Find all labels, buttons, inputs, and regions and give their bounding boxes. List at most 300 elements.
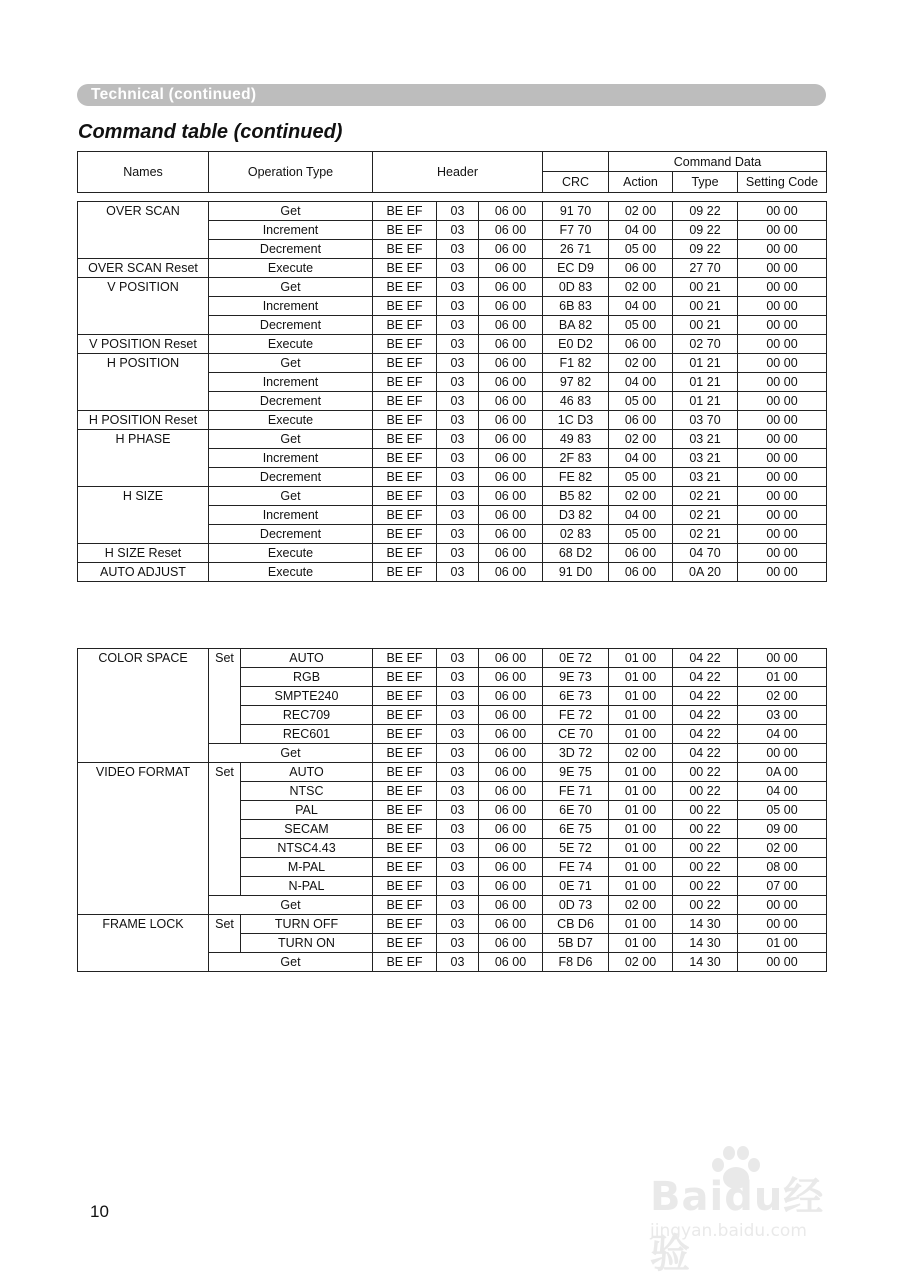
operation-cell: Get bbox=[209, 202, 373, 221]
setting-code-cell: 00 00 bbox=[738, 468, 827, 487]
header-byte-2: 03 bbox=[437, 468, 479, 487]
type-cell: 00 22 bbox=[673, 801, 738, 820]
operation-cell: M-PAL bbox=[241, 858, 373, 877]
type-cell: 04 22 bbox=[673, 706, 738, 725]
command-name-cell: V POSITION bbox=[78, 278, 209, 335]
crc-cell: 5B D7 bbox=[543, 934, 609, 953]
setting-code-cell: 00 00 bbox=[738, 373, 827, 392]
command-table-settings bbox=[77, 648, 827, 972]
header-byte-2: 03 bbox=[437, 392, 479, 411]
header-byte-3: 06 00 bbox=[479, 877, 543, 896]
type-cell: 04 22 bbox=[673, 725, 738, 744]
header-byte-2: 03 bbox=[437, 782, 479, 801]
type-cell: 00 22 bbox=[673, 858, 738, 877]
command-name-cell: V POSITION Reset bbox=[78, 335, 209, 354]
header-byte-3: 06 00 bbox=[479, 259, 543, 278]
action-cell: 06 00 bbox=[609, 544, 673, 563]
action-cell: 02 00 bbox=[609, 744, 673, 763]
header-byte-3: 06 00 bbox=[479, 297, 543, 316]
watermark bbox=[650, 1145, 850, 1277]
setting-code-cell: 00 00 bbox=[738, 411, 827, 430]
header-byte-3: 06 00 bbox=[479, 858, 543, 877]
crc-cell: 1C D3 bbox=[543, 411, 609, 430]
type-cell: 01 21 bbox=[673, 392, 738, 411]
operation-cell: Get bbox=[209, 744, 373, 763]
crc-cell: 2F 83 bbox=[543, 449, 609, 468]
type-cell: 03 21 bbox=[673, 449, 738, 468]
header-byte-3: 06 00 bbox=[479, 953, 543, 972]
header-byte-1: BE EF bbox=[373, 649, 437, 668]
header-byte-1: BE EF bbox=[373, 744, 437, 763]
type-cell: 00 22 bbox=[673, 839, 738, 858]
command-name-cell: OVER SCAN Reset bbox=[78, 259, 209, 278]
setting-code-cell: 02 00 bbox=[738, 687, 827, 706]
command-name-cell: FRAME LOCK bbox=[78, 915, 209, 972]
operation-cell: Get bbox=[209, 278, 373, 297]
action-cell: 01 00 bbox=[609, 782, 673, 801]
crc-cell: 91 70 bbox=[543, 202, 609, 221]
header-byte-2: 03 bbox=[437, 316, 479, 335]
header-byte-2: 03 bbox=[437, 706, 479, 725]
type-cell: 14 30 bbox=[673, 934, 738, 953]
setting-code-cell: 00 00 bbox=[738, 563, 827, 582]
action-cell: 05 00 bbox=[609, 392, 673, 411]
operation-cell: NTSC bbox=[241, 782, 373, 801]
operation-cell: Get bbox=[209, 896, 373, 915]
type-cell: 03 21 bbox=[673, 468, 738, 487]
setting-code-cell: 00 00 bbox=[738, 544, 827, 563]
table-row bbox=[78, 763, 827, 782]
col-setting-code: Setting Code bbox=[738, 172, 827, 193]
header-byte-1: BE EF bbox=[373, 915, 437, 934]
action-cell: 02 00 bbox=[609, 896, 673, 915]
header-byte-3: 06 00 bbox=[479, 316, 543, 335]
header-byte-3: 06 00 bbox=[479, 278, 543, 297]
crc-cell: 26 71 bbox=[543, 240, 609, 259]
command-name-cell: COLOR SPACE bbox=[78, 649, 209, 763]
header-byte-2: 03 bbox=[437, 896, 479, 915]
type-cell: 09 22 bbox=[673, 221, 738, 240]
crc-cell: 3D 72 bbox=[543, 744, 609, 763]
operation-cell: AUTO bbox=[241, 649, 373, 668]
header-byte-2: 03 bbox=[437, 563, 479, 582]
crc-cell: 9E 73 bbox=[543, 668, 609, 687]
header-byte-2: 03 bbox=[437, 801, 479, 820]
header-byte-2: 03 bbox=[437, 430, 479, 449]
crc-cell: CE 70 bbox=[543, 725, 609, 744]
action-cell: 02 00 bbox=[609, 278, 673, 297]
action-cell: 02 00 bbox=[609, 430, 673, 449]
table-row bbox=[78, 278, 827, 297]
command-name-cell: OVER SCAN bbox=[78, 202, 209, 259]
col-type: Type bbox=[673, 172, 738, 193]
action-cell: 01 00 bbox=[609, 858, 673, 877]
crc-cell: 91 D0 bbox=[543, 563, 609, 582]
setting-code-cell: 00 00 bbox=[738, 449, 827, 468]
type-cell: 00 22 bbox=[673, 877, 738, 896]
header-byte-3: 06 00 bbox=[479, 411, 543, 430]
header-byte-1: BE EF bbox=[373, 725, 437, 744]
setting-code-cell: 00 00 bbox=[738, 430, 827, 449]
table-row bbox=[78, 487, 827, 506]
header-byte-3: 06 00 bbox=[479, 202, 543, 221]
header-byte-2: 03 bbox=[437, 506, 479, 525]
header-byte-2: 03 bbox=[437, 544, 479, 563]
header-byte-2: 03 bbox=[437, 687, 479, 706]
header-byte-2: 03 bbox=[437, 335, 479, 354]
page-title: Command table (continued) bbox=[78, 121, 343, 143]
header-byte-1: BE EF bbox=[373, 687, 437, 706]
action-cell: 05 00 bbox=[609, 525, 673, 544]
header-byte-2: 03 bbox=[437, 487, 479, 506]
type-cell: 14 30 bbox=[673, 915, 738, 934]
header-byte-3: 06 00 bbox=[479, 782, 543, 801]
operation-cell: RGB bbox=[241, 668, 373, 687]
operation-cell: Increment bbox=[209, 449, 373, 468]
header-byte-1: BE EF bbox=[373, 544, 437, 563]
header-byte-3: 06 00 bbox=[479, 687, 543, 706]
col-crc-spacer bbox=[543, 152, 609, 172]
header-byte-2: 03 bbox=[437, 953, 479, 972]
crc-cell: BA 82 bbox=[543, 316, 609, 335]
header-byte-3: 06 00 bbox=[479, 544, 543, 563]
action-cell: 04 00 bbox=[609, 506, 673, 525]
table-row bbox=[78, 354, 827, 373]
operation-cell: Get bbox=[209, 953, 373, 972]
setting-code-cell: 07 00 bbox=[738, 877, 827, 896]
header-byte-2: 03 bbox=[437, 858, 479, 877]
header-byte-1: BE EF bbox=[373, 934, 437, 953]
header-byte-1: BE EF bbox=[373, 782, 437, 801]
header-byte-3: 06 00 bbox=[479, 668, 543, 687]
action-cell: 01 00 bbox=[609, 725, 673, 744]
operation-cell: Decrement bbox=[209, 525, 373, 544]
crc-cell: FE 74 bbox=[543, 858, 609, 877]
type-cell: 00 21 bbox=[673, 297, 738, 316]
header-byte-3: 06 00 bbox=[479, 487, 543, 506]
action-cell: 05 00 bbox=[609, 468, 673, 487]
crc-cell: FE 82 bbox=[543, 468, 609, 487]
setting-code-cell: 00 00 bbox=[738, 525, 827, 544]
header-byte-1: BE EF bbox=[373, 820, 437, 839]
header-byte-1: BE EF bbox=[373, 763, 437, 782]
operation-cell: Decrement bbox=[209, 240, 373, 259]
table-row bbox=[78, 915, 827, 934]
header-byte-3: 06 00 bbox=[479, 896, 543, 915]
col-header: Header bbox=[373, 152, 543, 193]
section-banner-label: Technical (continued) bbox=[91, 86, 257, 103]
action-cell: 01 00 bbox=[609, 820, 673, 839]
crc-cell: FE 72 bbox=[543, 706, 609, 725]
table-row bbox=[78, 335, 827, 354]
operation-cell: Increment bbox=[209, 506, 373, 525]
header-byte-1: BE EF bbox=[373, 297, 437, 316]
header-byte-3: 06 00 bbox=[479, 335, 543, 354]
header-byte-3: 06 00 bbox=[479, 240, 543, 259]
setting-code-cell: 00 00 bbox=[738, 896, 827, 915]
setting-code-cell: 00 00 bbox=[738, 649, 827, 668]
action-cell: 06 00 bbox=[609, 335, 673, 354]
header-byte-1: BE EF bbox=[373, 706, 437, 725]
header-byte-1: BE EF bbox=[373, 392, 437, 411]
header-byte-2: 03 bbox=[437, 877, 479, 896]
setting-code-cell: 0A 00 bbox=[738, 763, 827, 782]
section-banner bbox=[77, 84, 826, 106]
action-cell: 01 00 bbox=[609, 763, 673, 782]
header-byte-3: 06 00 bbox=[479, 839, 543, 858]
operation-cell: SMPTE240 bbox=[241, 687, 373, 706]
crc-cell: 5E 72 bbox=[543, 839, 609, 858]
header-byte-2: 03 bbox=[437, 449, 479, 468]
header-byte-1: BE EF bbox=[373, 449, 437, 468]
crc-cell: B5 82 bbox=[543, 487, 609, 506]
header-byte-3: 06 00 bbox=[479, 354, 543, 373]
command-name-cell: H SIZE bbox=[78, 487, 209, 544]
header-byte-2: 03 bbox=[437, 278, 479, 297]
header-byte-2: 03 bbox=[437, 820, 479, 839]
action-cell: 02 00 bbox=[609, 202, 673, 221]
operation-cell: Get bbox=[209, 354, 373, 373]
col-crc: CRC bbox=[543, 172, 609, 193]
command-name-cell: VIDEO FORMAT bbox=[78, 763, 209, 915]
crc-cell: E0 D2 bbox=[543, 335, 609, 354]
header-byte-3: 06 00 bbox=[479, 725, 543, 744]
setting-code-cell: 00 00 bbox=[738, 202, 827, 221]
action-cell: 02 00 bbox=[609, 953, 673, 972]
setting-code-cell: 00 00 bbox=[738, 221, 827, 240]
operation-cell: Increment bbox=[209, 297, 373, 316]
header-byte-1: BE EF bbox=[373, 839, 437, 858]
type-cell: 04 22 bbox=[673, 687, 738, 706]
table-row bbox=[78, 259, 827, 278]
action-cell: 05 00 bbox=[609, 240, 673, 259]
operation-cell: PAL bbox=[241, 801, 373, 820]
header-byte-3: 06 00 bbox=[479, 468, 543, 487]
header-byte-3: 06 00 bbox=[479, 392, 543, 411]
type-cell: 02 21 bbox=[673, 506, 738, 525]
header-byte-2: 03 bbox=[437, 915, 479, 934]
type-cell: 02 21 bbox=[673, 487, 738, 506]
header-byte-2: 03 bbox=[437, 649, 479, 668]
command-name-cell: AUTO ADJUST bbox=[78, 563, 209, 582]
operation-cell: Execute bbox=[209, 259, 373, 278]
crc-cell: 46 83 bbox=[543, 392, 609, 411]
setting-code-cell: 00 00 bbox=[738, 744, 827, 763]
header-byte-3: 06 00 bbox=[479, 563, 543, 582]
type-cell: 04 22 bbox=[673, 744, 738, 763]
crc-cell: FE 71 bbox=[543, 782, 609, 801]
table-row bbox=[78, 411, 827, 430]
header-byte-1: BE EF bbox=[373, 430, 437, 449]
table-row bbox=[78, 563, 827, 582]
crc-cell: 0D 73 bbox=[543, 896, 609, 915]
type-cell: 00 22 bbox=[673, 763, 738, 782]
type-cell: 03 21 bbox=[673, 430, 738, 449]
header-byte-2: 03 bbox=[437, 763, 479, 782]
command-name-cell: H PHASE bbox=[78, 430, 209, 487]
header-byte-3: 06 00 bbox=[479, 525, 543, 544]
action-cell: 01 00 bbox=[609, 687, 673, 706]
operation-cell: Execute bbox=[209, 563, 373, 582]
header-byte-1: BE EF bbox=[373, 335, 437, 354]
crc-cell: 9E 75 bbox=[543, 763, 609, 782]
header-byte-1: BE EF bbox=[373, 411, 437, 430]
action-cell: 01 00 bbox=[609, 915, 673, 934]
command-name-cell: H SIZE Reset bbox=[78, 544, 209, 563]
header-byte-2: 03 bbox=[437, 259, 479, 278]
header-byte-1: BE EF bbox=[373, 896, 437, 915]
header-byte-3: 06 00 bbox=[479, 449, 543, 468]
header-byte-1: BE EF bbox=[373, 468, 437, 487]
header-byte-3: 06 00 bbox=[479, 801, 543, 820]
operation-cell: Increment bbox=[209, 373, 373, 392]
action-cell: 01 00 bbox=[609, 668, 673, 687]
header-byte-2: 03 bbox=[437, 354, 479, 373]
header-byte-1: BE EF bbox=[373, 240, 437, 259]
setting-code-cell: 00 00 bbox=[738, 354, 827, 373]
type-cell: 03 70 bbox=[673, 411, 738, 430]
header-byte-2: 03 bbox=[437, 411, 479, 430]
action-cell: 01 00 bbox=[609, 839, 673, 858]
col-operation-type: Operation Type bbox=[209, 152, 373, 193]
type-cell: 00 21 bbox=[673, 278, 738, 297]
setting-code-cell: 00 00 bbox=[738, 335, 827, 354]
header-byte-2: 03 bbox=[437, 221, 479, 240]
header-byte-1: BE EF bbox=[373, 801, 437, 820]
setting-code-cell: 03 00 bbox=[738, 706, 827, 725]
crc-cell: 49 83 bbox=[543, 430, 609, 449]
action-cell: 06 00 bbox=[609, 411, 673, 430]
type-cell: 09 22 bbox=[673, 240, 738, 259]
header-byte-1: BE EF bbox=[373, 354, 437, 373]
header-byte-1: BE EF bbox=[373, 487, 437, 506]
setting-code-cell: 04 00 bbox=[738, 782, 827, 801]
action-cell: 04 00 bbox=[609, 373, 673, 392]
type-cell: 0A 20 bbox=[673, 563, 738, 582]
action-cell: 02 00 bbox=[609, 354, 673, 373]
operation-cell: REC601 bbox=[241, 725, 373, 744]
header-byte-1: BE EF bbox=[373, 668, 437, 687]
action-cell: 01 00 bbox=[609, 877, 673, 896]
operation-cell: Execute bbox=[209, 411, 373, 430]
crc-cell: 6E 73 bbox=[543, 687, 609, 706]
header-byte-2: 03 bbox=[437, 725, 479, 744]
type-cell: 01 21 bbox=[673, 373, 738, 392]
crc-cell: F8 D6 bbox=[543, 953, 609, 972]
type-cell: 14 30 bbox=[673, 953, 738, 972]
set-label-cell: Set bbox=[209, 649, 241, 744]
crc-cell: CB D6 bbox=[543, 915, 609, 934]
setting-code-cell: 00 00 bbox=[738, 259, 827, 278]
crc-cell: 0E 72 bbox=[543, 649, 609, 668]
header-byte-1: BE EF bbox=[373, 525, 437, 544]
command-table-adjustments bbox=[77, 201, 827, 582]
header-byte-3: 06 00 bbox=[479, 430, 543, 449]
operation-cell: Execute bbox=[209, 544, 373, 563]
header-byte-3: 06 00 bbox=[479, 506, 543, 525]
table-row bbox=[78, 202, 827, 221]
header-byte-1: BE EF bbox=[373, 259, 437, 278]
watermark-url: jingyan.baidu.com bbox=[650, 1221, 807, 1241]
type-cell: 00 22 bbox=[673, 896, 738, 915]
table-row bbox=[78, 430, 827, 449]
set-label-cell: Set bbox=[209, 915, 241, 953]
crc-cell: 6E 70 bbox=[543, 801, 609, 820]
header-byte-2: 03 bbox=[437, 839, 479, 858]
type-cell: 04 22 bbox=[673, 668, 738, 687]
header-byte-1: BE EF bbox=[373, 202, 437, 221]
operation-cell: AUTO bbox=[241, 763, 373, 782]
setting-code-cell: 00 00 bbox=[738, 487, 827, 506]
action-cell: 04 00 bbox=[609, 449, 673, 468]
action-cell: 05 00 bbox=[609, 316, 673, 335]
type-cell: 09 22 bbox=[673, 202, 738, 221]
operation-cell: Get bbox=[209, 430, 373, 449]
command-name-cell: H POSITION Reset bbox=[78, 411, 209, 430]
header-byte-2: 03 bbox=[437, 373, 479, 392]
action-cell: 02 00 bbox=[609, 487, 673, 506]
header-byte-2: 03 bbox=[437, 744, 479, 763]
action-cell: 01 00 bbox=[609, 706, 673, 725]
operation-cell: REC709 bbox=[241, 706, 373, 725]
action-cell: 01 00 bbox=[609, 801, 673, 820]
type-cell: 00 21 bbox=[673, 316, 738, 335]
operation-cell: Decrement bbox=[209, 316, 373, 335]
header-byte-3: 06 00 bbox=[479, 649, 543, 668]
crc-cell: EC D9 bbox=[543, 259, 609, 278]
page-number: 10 bbox=[90, 1202, 109, 1221]
crc-cell: F7 70 bbox=[543, 221, 609, 240]
crc-cell: F1 82 bbox=[543, 354, 609, 373]
setting-code-cell: 09 00 bbox=[738, 820, 827, 839]
operation-cell: NTSC4.43 bbox=[241, 839, 373, 858]
header-byte-1: BE EF bbox=[373, 373, 437, 392]
header-byte-3: 06 00 bbox=[479, 744, 543, 763]
operation-cell: Get bbox=[209, 487, 373, 506]
setting-code-cell: 00 00 bbox=[738, 953, 827, 972]
table-row bbox=[78, 544, 827, 563]
setting-code-cell: 04 00 bbox=[738, 725, 827, 744]
operation-cell: TURN ON bbox=[241, 934, 373, 953]
crc-cell: 0D 83 bbox=[543, 278, 609, 297]
command-table-header bbox=[77, 151, 827, 193]
header-byte-3: 06 00 bbox=[479, 373, 543, 392]
setting-code-cell: 00 00 bbox=[738, 392, 827, 411]
setting-code-cell: 01 00 bbox=[738, 934, 827, 953]
crc-cell: 02 83 bbox=[543, 525, 609, 544]
command-name-cell: H POSITION bbox=[78, 354, 209, 411]
setting-code-cell: 00 00 bbox=[738, 240, 827, 259]
header-byte-2: 03 bbox=[437, 934, 479, 953]
header-byte-2: 03 bbox=[437, 297, 479, 316]
set-label-cell: Set bbox=[209, 763, 241, 896]
type-cell: 27 70 bbox=[673, 259, 738, 278]
header-byte-3: 06 00 bbox=[479, 221, 543, 240]
header-byte-3: 06 00 bbox=[479, 706, 543, 725]
header-byte-1: BE EF bbox=[373, 877, 437, 896]
type-cell: 02 70 bbox=[673, 335, 738, 354]
type-cell: 02 21 bbox=[673, 525, 738, 544]
header-byte-1: BE EF bbox=[373, 221, 437, 240]
setting-code-cell: 00 00 bbox=[738, 297, 827, 316]
action-cell: 06 00 bbox=[609, 563, 673, 582]
header-byte-2: 03 bbox=[437, 202, 479, 221]
header-byte-2: 03 bbox=[437, 668, 479, 687]
table-row bbox=[78, 649, 827, 668]
setting-code-cell: 01 00 bbox=[738, 668, 827, 687]
header-byte-2: 03 bbox=[437, 240, 479, 259]
operation-cell: Execute bbox=[209, 335, 373, 354]
